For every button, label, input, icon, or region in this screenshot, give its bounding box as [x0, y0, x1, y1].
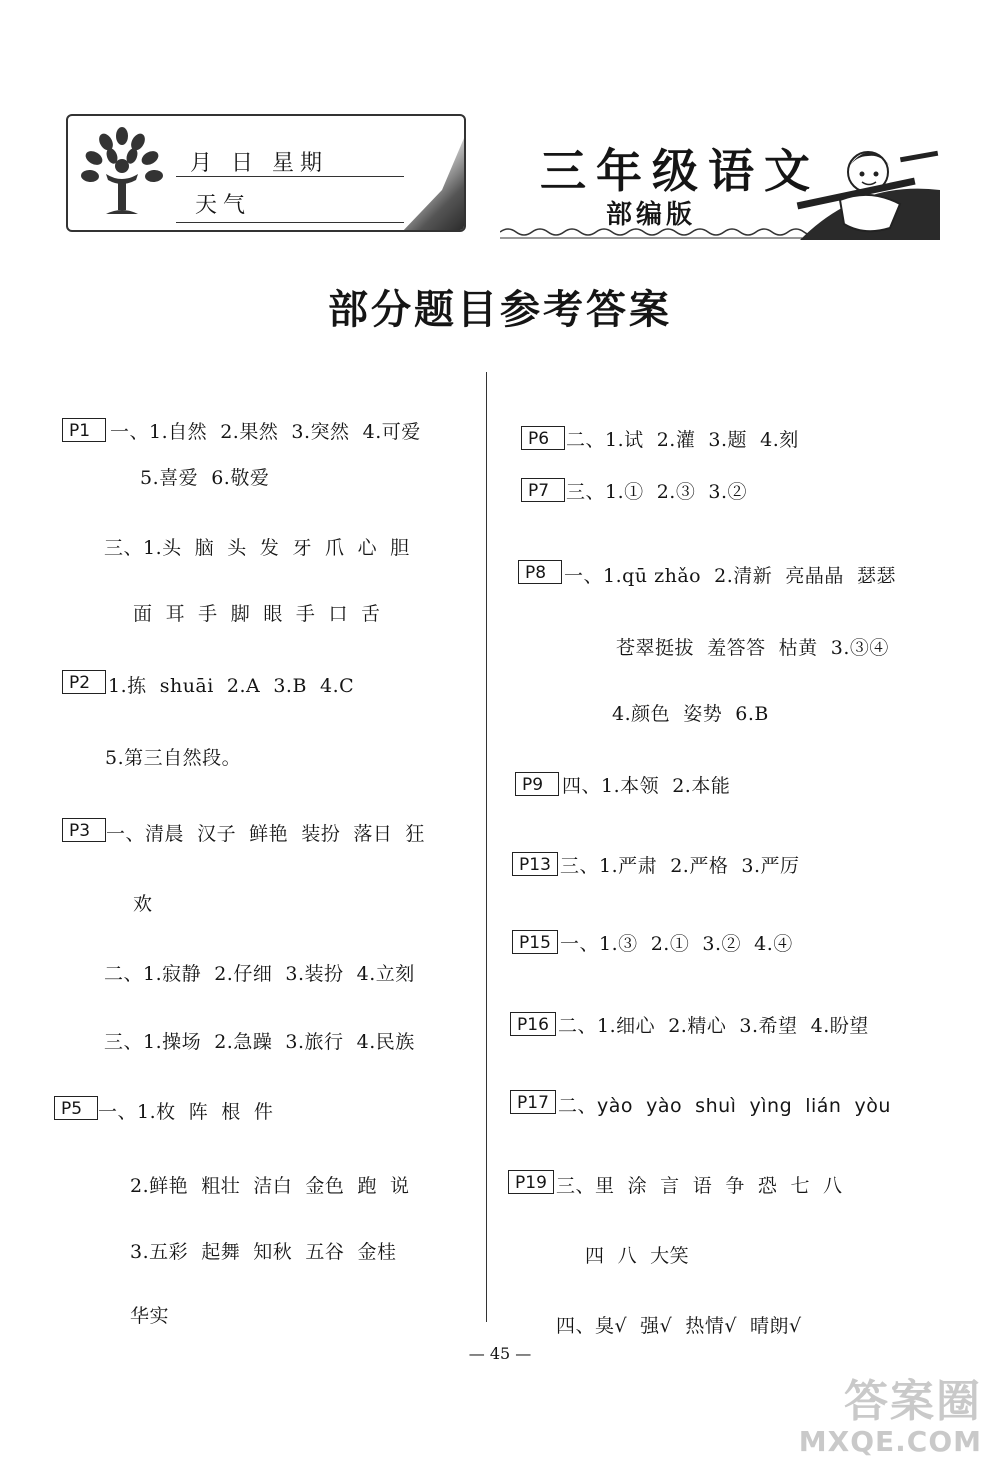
- page-tag-p5: P5: [54, 1096, 98, 1120]
- answer-line: 欢: [133, 893, 153, 915]
- answer-line: 四、臭√ 强√ 热情√ 晴朗√: [556, 1315, 802, 1337]
- answer-line: 二、yào yào shuì yìng lián yòu: [558, 1095, 891, 1117]
- answer-line: 四 八 大笑: [585, 1245, 690, 1267]
- answer-line: 华实: [130, 1305, 170, 1327]
- page-curl-decoration: [400, 124, 466, 232]
- page-tag-p19: P19: [508, 1170, 554, 1194]
- answer-line: 面 耳 手 脚 眼 手 口 舌: [133, 603, 381, 625]
- weather-underline: [176, 222, 404, 223]
- date-underline: [176, 176, 404, 177]
- page-title: 部分题目参考答案: [328, 287, 672, 333]
- page-tag-p8: P8: [518, 560, 562, 584]
- page-tag-p6: P6: [521, 426, 565, 450]
- page-tag-p9: P9: [515, 772, 559, 796]
- answer-line: 4.颜色 姿势 6.B: [612, 703, 769, 725]
- page-tag-p3: P3: [62, 818, 106, 842]
- page-tag-p17: P17: [510, 1090, 556, 1114]
- answer-line: 三、1.操场 2.急躁 3.旅行 4.民族: [104, 1031, 415, 1053]
- answer-line: 2.鲜艳 粗壮 洁白 金色 跑 说: [130, 1175, 410, 1197]
- date-label: 月 日 星期: [190, 151, 328, 176]
- answer-line: 1.拣 shuāi 2.A 3.B 4.C: [108, 675, 355, 697]
- page-number: — 45 —: [468, 1344, 532, 1363]
- column-divider: [486, 372, 487, 1322]
- answer-line: 一、1.③ 2.① 3.② 4.④: [560, 933, 793, 955]
- watermark-bottom: MXQE.COM: [798, 1425, 982, 1458]
- answer-line: 3.五彩 起舞 知秋 五谷 金桂: [130, 1241, 397, 1263]
- answer-line: 5.第三自然段。: [105, 747, 242, 769]
- answer-line: 二、1.细心 2.精心 3.希望 4.盼望: [558, 1015, 869, 1037]
- subject-title: 三年级语文: [540, 144, 820, 198]
- weather-label: 天气: [195, 193, 252, 218]
- student-mascot-icon: [790, 140, 940, 240]
- watermark-top: 答案圈: [844, 1376, 982, 1427]
- answer-line: 三、1.① 2.③ 3.②: [566, 481, 748, 503]
- answer-line: 三、1.头 脑 头 发 牙 爪 心 胆: [104, 537, 410, 559]
- answer-line: 苍翠挺拔 羞答答 枯黄 3.③④: [616, 637, 889, 659]
- answer-line: 一、1.自然 2.果然 3.突然 4.可爱: [110, 421, 421, 443]
- answer-line: 二、1.试 2.灌 3.题 4.刻: [566, 429, 799, 451]
- answer-line: 一、清晨 汉子 鲜艳 装扮 落日 狂: [106, 823, 425, 845]
- answer-line: 一、1.qū zhǎo 2.清新 亮晶晶 瑟瑟: [564, 565, 896, 587]
- page-tag-p13: P13: [512, 852, 558, 876]
- page-tag-p15: P15: [512, 930, 558, 954]
- page-tag-p16: P16: [510, 1012, 556, 1036]
- answer-line: 四、1.本领 2.本能: [562, 775, 731, 797]
- page-tag-p2: P2: [62, 670, 106, 694]
- answer-line: 一、1.枚 阵 根 件: [98, 1101, 274, 1123]
- page-tag-p7: P7: [521, 478, 565, 502]
- answer-line: 5.喜爱 6.敬爱: [140, 467, 270, 489]
- edition-label: 部编版: [606, 200, 697, 230]
- answer-line: 三、里 涂 言 语 争 恐 七 八: [556, 1175, 843, 1197]
- page-tag-p1: P1: [62, 418, 106, 442]
- answer-line: 三、1.严肃 2.严格 3.严厉: [560, 855, 800, 877]
- tree-logo-icon: [76, 122, 168, 222]
- answer-line: 二、1.寂静 2.仔细 3.装扮 4.立刻: [104, 963, 415, 985]
- watermark: [799, 1378, 982, 1458]
